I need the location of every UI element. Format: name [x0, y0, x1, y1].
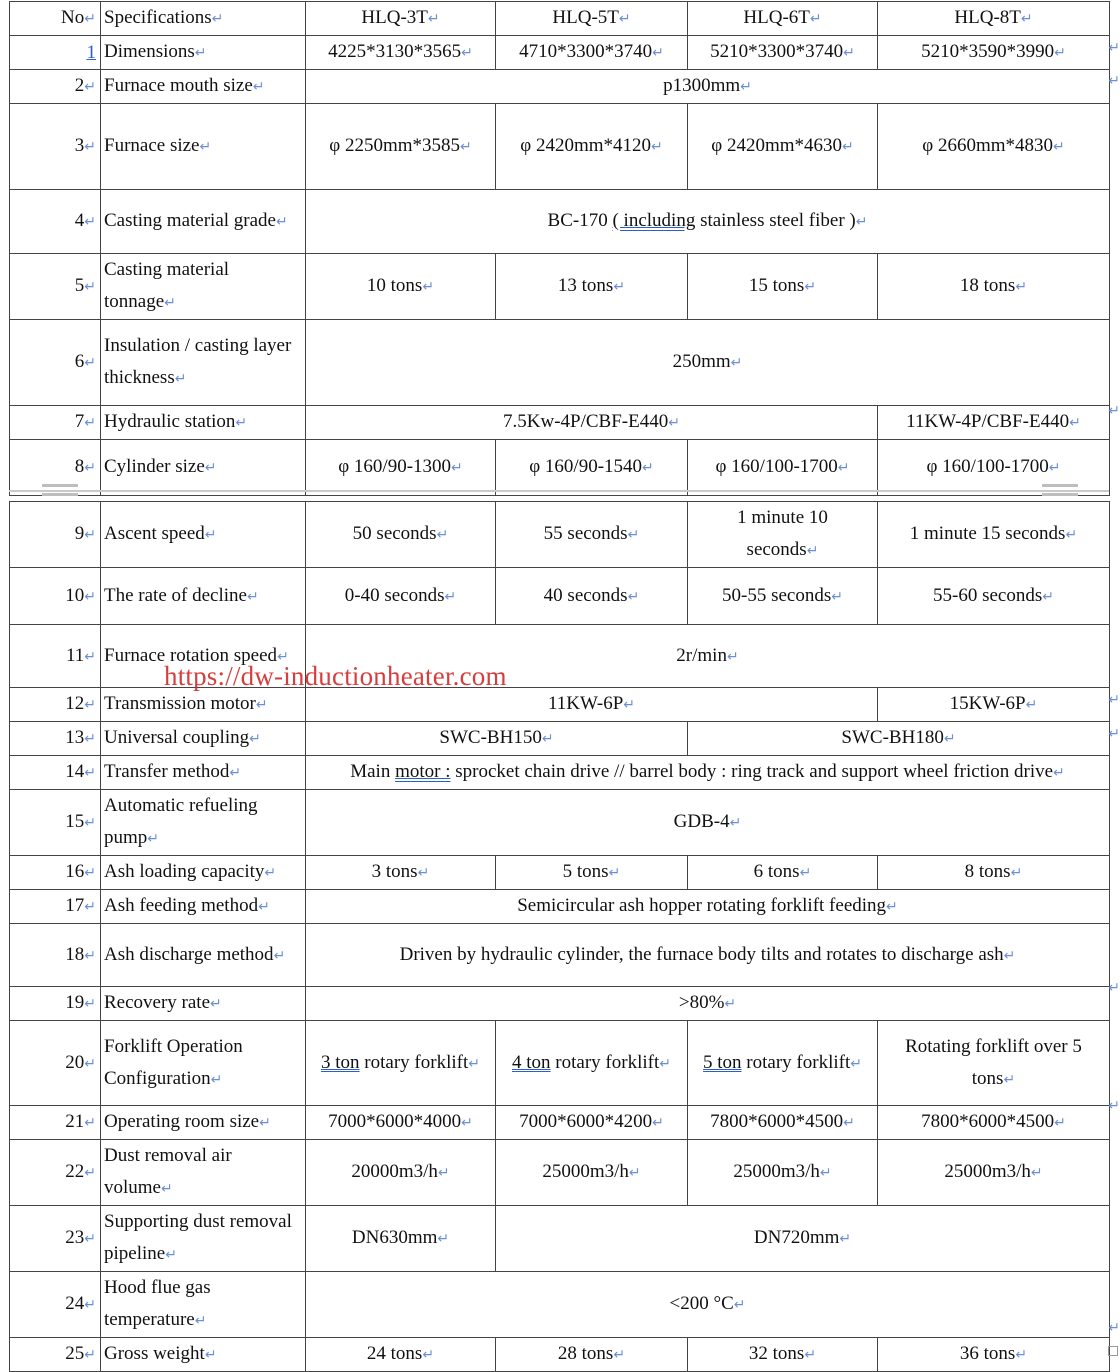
- spec-value: 55 seconds↵: [496, 502, 688, 568]
- spec-value: 5210*3590*3990↵: [878, 36, 1110, 70]
- spec-name: Furnace mouth size↵: [101, 70, 306, 104]
- table-row: [10, 190, 1110, 254]
- spec-value: φ 2250mm*3585↵: [306, 104, 496, 190]
- header-model: HLQ-3T↵: [306, 2, 496, 36]
- table-row: [10, 1021, 1110, 1106]
- row-number: 7↵: [10, 406, 101, 440]
- table-row: [10, 502, 1110, 568]
- spec-name: Automatic refueling pump↵: [101, 790, 306, 856]
- row-number: 2↵: [10, 70, 101, 104]
- table-row: [10, 36, 1110, 70]
- spec-value: 1 minute 15 seconds↵: [878, 502, 1110, 568]
- row-number: 15↵: [10, 790, 101, 856]
- header-model: HLQ-5T↵: [496, 2, 688, 36]
- table-row: [10, 440, 1110, 496]
- spec-value: BC-170 ( including stainless steel fiber )↵: [306, 190, 1110, 254]
- spec-value: 0-40 seconds↵: [306, 568, 496, 625]
- spec-name: Operating room size↵: [101, 1106, 306, 1140]
- table-row: [10, 1272, 1110, 1338]
- spec-value: 24 tons↵: [306, 1338, 496, 1372]
- spec-name: Ascent speed↵: [101, 502, 306, 568]
- table-row: [10, 254, 1110, 320]
- spec-value: 25000m3/h↵: [496, 1140, 688, 1206]
- header-model: HLQ-6T↵: [688, 2, 878, 36]
- watermark-url: https://dw-inductionheater.com: [164, 661, 507, 691]
- row-number: 21↵: [10, 1106, 101, 1140]
- paragraph-mark: ↵: [1108, 726, 1120, 742]
- table-row: [10, 568, 1110, 625]
- row-number: 16↵: [10, 856, 101, 890]
- spec-value: 50 seconds↵: [306, 502, 496, 568]
- spec-value: SWC-BH180↵: [688, 722, 1110, 756]
- spec-value: 28 tons↵: [496, 1338, 688, 1372]
- spec-name: Supporting dust removal pipeline↵: [101, 1206, 306, 1272]
- header-no: No↵: [10, 2, 101, 36]
- spec-value: φ 2420mm*4120↵: [496, 104, 688, 190]
- header-model: HLQ-8T↵: [878, 2, 1110, 36]
- spec-name: Ash loading capacity↵: [101, 856, 306, 890]
- spec-value: 15 tons↵: [688, 254, 878, 320]
- row-number: 17↵: [10, 890, 101, 924]
- spec-name: Gross weight↵: [101, 1338, 306, 1372]
- spec-value: DN630mm↵: [306, 1206, 496, 1272]
- spec-value: 25000m3/h↵: [688, 1140, 878, 1206]
- spec-value: 8 tons↵: [878, 856, 1110, 890]
- spec-name: Ash feeding method↵: [101, 890, 306, 924]
- row-number: 18↵: [10, 924, 101, 987]
- page-break-marker: [42, 484, 78, 496]
- table-row: [10, 1106, 1110, 1140]
- spec-value: 50-55 seconds↵: [688, 568, 878, 625]
- page-break-line: [9, 490, 1109, 492]
- spec-name: Furnace rotation speed↵: [101, 625, 306, 688]
- page-break-marker: [1042, 484, 1078, 496]
- spec-value: 6 tons↵: [688, 856, 878, 890]
- spec-name: Ash discharge method↵: [101, 924, 306, 987]
- row-number: 4↵: [10, 190, 101, 254]
- spec-value: 4 ton rotary forklift↵: [496, 1021, 688, 1106]
- spec-table-page2: [9, 501, 1110, 1372]
- spec-value: SWC-BH150↵: [306, 722, 688, 756]
- spec-name: Recovery rate↵: [101, 987, 306, 1021]
- spec-value: 20000m3/h↵: [306, 1140, 496, 1206]
- spec-value: GDB-4↵: [306, 790, 1110, 856]
- row-number: 24↵: [10, 1272, 101, 1338]
- row-number: 12↵: [10, 688, 101, 722]
- paragraph-mark: ↵: [1108, 73, 1120, 89]
- table-row: [10, 924, 1110, 987]
- table-row: [10, 104, 1110, 190]
- spec-name: Transmission motor↵: [101, 688, 306, 722]
- row-number: 23↵: [10, 1206, 101, 1272]
- spec-value: >80%↵: [306, 987, 1110, 1021]
- row-number: 25↵: [10, 1338, 101, 1372]
- spec-value: φ 160/100-1700↵: [688, 440, 878, 496]
- spec-value: φ 2420mm*4630↵: [688, 104, 878, 190]
- spec-name: Cylinder size↵: [101, 440, 306, 496]
- row-number: 14↵: [10, 756, 101, 790]
- resize-handle: [1108, 1346, 1118, 1356]
- row-number[interactable]: [10, 36, 101, 70]
- spec-value: 5210*3300*3740↵: [688, 36, 878, 70]
- row-number: 5↵: [10, 254, 101, 320]
- row-number: 10↵: [10, 568, 101, 625]
- spec-name: Dust removal air volume↵: [101, 1140, 306, 1206]
- spec-name: Casting material tonnage↵: [101, 254, 306, 320]
- spec-name: Hood flue gas temperature↵: [101, 1272, 306, 1338]
- spec-value: 7000*6000*4000↵: [306, 1106, 496, 1140]
- spec-table-page1: [9, 1, 1110, 496]
- spec-value: Rotating forklift over 5 tons↵: [878, 1021, 1110, 1106]
- spec-value: 3 ton rotary forklift↵: [306, 1021, 496, 1106]
- spec-value: p1300mm↵: [306, 70, 1110, 104]
- row-number: 8↵: [10, 440, 101, 496]
- spec-name: Insulation / casting layer thickness↵: [101, 320, 306, 406]
- spec-name: The rate of decline↵: [101, 568, 306, 625]
- spec-value: 5 tons↵: [496, 856, 688, 890]
- table-row: [10, 722, 1110, 756]
- row-number: 11↵: [10, 625, 101, 688]
- row-number: 22↵: [10, 1140, 101, 1206]
- row-number-link[interactable]: 1: [86, 41, 96, 63]
- spec-value: 250mm↵: [306, 320, 1110, 406]
- spec-value: Semicircular ash hopper rotating forklift feeding↵: [306, 890, 1110, 924]
- spec-value: 13 tons↵: [496, 254, 688, 320]
- spec-value: 3 tons↵: [306, 856, 496, 890]
- row-number: 13↵: [10, 722, 101, 756]
- spec-value: 10 tons↵: [306, 254, 496, 320]
- paragraph-mark: ↵: [1108, 692, 1120, 708]
- spec-name: Casting material grade↵: [101, 190, 306, 254]
- table-row: [10, 856, 1110, 890]
- spec-value: 1 minute 10 seconds↵: [688, 502, 878, 568]
- spec-name: Dimensions↵: [101, 36, 306, 70]
- table-row: [10, 790, 1110, 856]
- spec-value: Driven by hydraulic cylinder, the furnace body tilts and rotates to discharge ash↵: [306, 924, 1110, 987]
- spec-value: 32 tons↵: [688, 1338, 878, 1372]
- spec-name: Universal coupling↵: [101, 722, 306, 756]
- paragraph-mark: ↵: [1108, 40, 1120, 56]
- table-row: [10, 625, 1110, 688]
- table-row: [10, 1338, 1110, 1372]
- row-number: 20↵: [10, 1021, 101, 1106]
- spec-value: 11KW-4P/CBF-E440↵: [878, 406, 1110, 440]
- spec-value: φ 160/100-1700↵: [878, 440, 1110, 496]
- spec-value: φ 2660mm*4830↵: [878, 104, 1110, 190]
- spec-value: 25000m3/h↵: [878, 1140, 1110, 1206]
- table-row: [10, 406, 1110, 440]
- spec-value: 7000*6000*4200↵: [496, 1106, 688, 1140]
- paragraph-mark: ↵: [1108, 403, 1120, 419]
- spec-value: 36 tons↵: [878, 1338, 1110, 1372]
- spec-value: 40 seconds↵: [496, 568, 688, 625]
- spec-value: 11KW-6P↵: [306, 688, 878, 722]
- spec-value: 4225*3130*3565↵: [306, 36, 496, 70]
- paragraph-mark: ↵: [1108, 980, 1120, 996]
- spec-value: 55-60 seconds↵: [878, 568, 1110, 625]
- spec-value: 5 ton rotary forklift↵: [688, 1021, 878, 1106]
- spec-value: DN720mm↵: [496, 1206, 1110, 1272]
- row-number: 6↵: [10, 320, 101, 406]
- table-row: [10, 1206, 1110, 1272]
- table-row: [10, 987, 1110, 1021]
- spec-name: Hydraulic station↵: [101, 406, 306, 440]
- paragraph-mark: ↵: [1108, 1098, 1120, 1114]
- table-row: [10, 890, 1110, 924]
- spec-value: 4710*3300*3740↵: [496, 36, 688, 70]
- table-header-row: [10, 2, 1110, 36]
- spec-value: <200 °C↵: [306, 1272, 1110, 1338]
- spec-name: Forklift Operation Configuration↵: [101, 1021, 306, 1106]
- spec-value: 7800*6000*4500↵: [688, 1106, 878, 1140]
- spec-name: Furnace size↵: [101, 104, 306, 190]
- row-number: 3↵: [10, 104, 101, 190]
- spec-value: 15KW-6P↵: [878, 688, 1110, 722]
- table-row: [10, 756, 1110, 790]
- spec-value: 7800*6000*4500↵: [878, 1106, 1110, 1140]
- spec-value: 7.5Kw-4P/CBF-E440↵: [306, 406, 878, 440]
- spec-value: φ 160/90-1540↵: [496, 440, 688, 496]
- table-row: [10, 70, 1110, 104]
- spec-value: 2r/min↵: [306, 625, 1110, 688]
- table-row: [10, 1140, 1110, 1206]
- table-row: [10, 688, 1110, 722]
- spec-name: Transfer method↵: [101, 756, 306, 790]
- spec-value: 18 tons↵: [878, 254, 1110, 320]
- row-number: 19↵: [10, 987, 101, 1021]
- paragraph-mark: ↵: [1108, 1320, 1120, 1336]
- row-number: 9↵: [10, 502, 101, 568]
- spec-value: Main motor : sprocket chain drive // barrel body : ring track and support wheel friction drive↵: [306, 756, 1110, 790]
- table-row: [10, 320, 1110, 406]
- header-specifications: Specifications↵: [101, 2, 306, 36]
- spec-value: φ 160/90-1300↵: [306, 440, 496, 496]
